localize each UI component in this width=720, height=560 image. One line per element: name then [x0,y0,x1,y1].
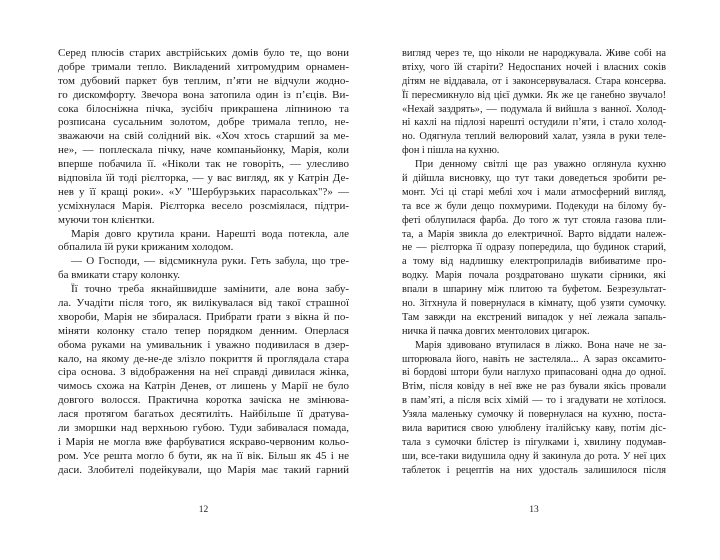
text-line: усміхнулася Марія. Рієлторка весело розсміялася, підтри- [58,199,349,212]
text-line: «Нехай заздрять», — подумала й вийшла з ванної. Холод- [402,103,666,115]
text-line: Її пересмикнуло від цієї думки. Як же це ганебно звучало! [402,89,666,101]
text-line: го дискомфорту. Звечора вона затопила один із п’єців. Ви- [58,88,349,101]
text-line: но. Одягнула теплий велюровий халат, узяла в руки теле- [402,131,666,143]
text-line: Її точно треба якнайшвидше замінити, але вона забу- [71,283,349,296]
text-line: впали в шпарину між плитою та буфетом. Безрезультат- [402,284,666,296]
text-line: вигляд через те, що ніколи не народжувала. Живе собі на [402,48,666,59]
text-line: но. Зітхнула й повернулася в кімнату, щоб узяти сумочку. [402,298,666,310]
text-line: міняти колонку стало тепер порядком денним. Оперлася [58,324,349,337]
text-line: а тому від надлишку електроприладів вибиватиме про- [402,256,666,268]
text-line: дітям не віддавала, от і законсервувалася. Стара консерва. [402,75,666,87]
text-line: не», — поплескала пічку, наче компаньйонку, Марія, коли [58,144,349,157]
text-line: ла. Учадіти після того, як вилікувалася від такої страшної [58,297,349,310]
text-line: відповіла їй тоді рієлторка, — у вас вигляд, як у Катрін Де- [58,172,349,185]
text-line: втіху, чого їй старіти? Недоспаних ночей і власних соків [402,61,666,73]
text-line: й дійшла висновку, що тут таки доведеться зробити ре- [402,173,666,185]
page-right-text [402,47,666,478]
text-line: даси. Злобителі подейкували, що Марія має такий гарний [58,463,349,476]
text-line: Там завжди на екстрений випадок у неї лежала запаль- [402,311,666,323]
text-line: ничка й пачка довгих ментолових цигарок. [402,325,590,337]
text-line: ши, все-таки видушила одну й закинула до рота. У неї цих [402,450,666,462]
text-line: сіра основа. З відображення на неї справді дивилася жінка, [58,366,349,379]
text-line: — О Господи, — відсмикнула руки. Геть забула, що тре- [71,255,349,268]
text-line: нев у її кращі роки». «У "Шербурзьких парасольках"?» — [58,185,349,198]
text-line: Втім, після ковіду в неї вже не раз бували якісь провали [402,381,666,393]
text-line: монт. Усі ці старі меблі хоч і мали атмосферний вигляд, [402,186,666,198]
text-line: хвороби, Марія не збиралася. Прибрати ґрати з вікна й по- [58,310,349,323]
text-line: вила варитися свою улюблену італійську каву, потім діс- [402,423,666,435]
text-line: Узяла маленьку сумочку й повернулася на кухню, поста- [402,409,666,421]
text-line: та, а Марія звикла до електричної. Варто віддати належ- [402,228,666,240]
text-line: в пам’яті, а після всіх хімій — то і згадувати не хотілося. [402,395,666,407]
text-line: та все ж були дещо похмурими. Подекуди на білому бу- [402,200,666,212]
text-line: водку. Марія почала роздратовано шукати сірники, які [402,270,666,282]
page-left-text [58,47,349,478]
page-left[interactable] [58,47,349,515]
text-line: лася протягом багатьох десятиліть. Найбільше її дратува- [58,408,349,421]
text-line: обома руками на умивальник і уважно подивилася в дзер- [58,338,349,351]
text-line: ли зморшки над верхньою губою. Туди забивалася помада, [58,422,349,435]
text-line: Серед плюсів старих австрійських домів було те, що вони [58,47,349,59]
text-line: таблеток і рецептів на них удосталь залишилося після [402,464,666,476]
text-line: обпалила їй руки крижаним холодом. [58,241,234,254]
text-line: Марія здивовано втупилася в ліжко. Вона наче не за- [415,339,666,351]
text-line: вперше побачила її. «Ніколи так не говоріть, — улесливо [58,158,349,171]
text-line: фон і пішла на кухню. [402,145,500,157]
text-line: Марія довго крутила крани. Нарешті вода потекла, але [71,227,349,240]
text-line: шторювала його, навіть не застеляла... А зараз оксамито- [402,353,666,365]
text-line: муючи тон клієнтки. [58,213,155,226]
text-line: ні кахлі на підлозі нарешті остудили п’яти, і стало холод- [402,117,666,129]
text-line: і Марія не могла вже фарбуватися яскраво-червоним кольо- [58,435,349,448]
text-line: сока білосніжна пічка, зусібіч прикрашена ліпниною та [58,102,349,115]
page-number-left: 12 [198,505,209,515]
text-line: чимось схожа на Катрін Денев, от лишень у Марії не було [58,380,349,393]
text-line: ром. Усе решта могло б бути, як на її вік. Більш як 45 і не [58,449,349,462]
text-line: кало, на якому де-не-де злізло покриття й проглядала стара [58,352,349,365]
text-line: зважаючи на свій солідний вік. «Хоч хтось старший за ме- [58,130,349,143]
text-line: ві бордові штори були наглухо припасовані одна до одної. [402,367,666,379]
text-line: добре тримали тепло. Викладений хитромудрим орнамен- [58,60,349,73]
text-line: довгого волосся. Практична коротка зачіска не змінюва- [58,394,349,407]
page-number-right: 13 [529,505,539,515]
text-line: том дубовий паркет був теплим, п’яти не відчули жодно- [58,74,349,87]
text-line: тала з сумочки блістер із пігулками і, хвилину подумав- [402,436,666,448]
text-line: розписана сусальним золотом, добре тримала тепло, не- [58,116,349,129]
text-line: При денному світлі ще раз уважно оглянула кухню [415,159,666,171]
text-line: феті облупилася фарба. До того ж тут стояла газова пли- [402,214,666,226]
text-line: ба вмикати стару колонку. [58,269,180,282]
page-right[interactable] [402,47,666,515]
text-line: не — рієлторка її одразу попередила, що будинок старий, [402,242,666,254]
